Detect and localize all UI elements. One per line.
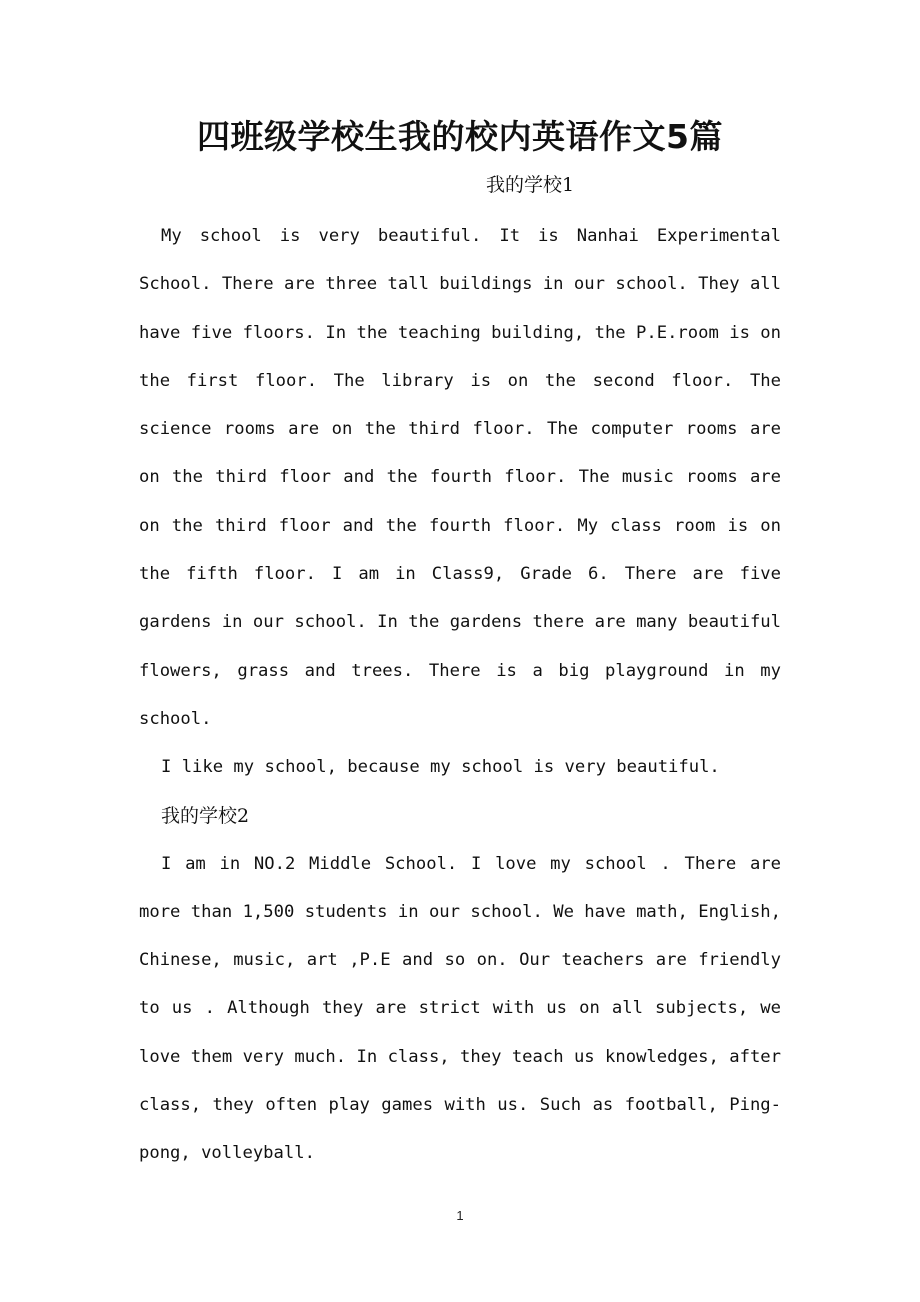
section2-heading: 我的学校2	[161, 804, 250, 827]
section1-paragraph-1: My school is very beautiful. It is Nanhai Experimental School. There are three tall buildings in our school. They all have five floors. In the teaching building, the P.E.room is on the first floor. The library is on the second floor. The science rooms are on the third floor. The computer rooms are on the third floor and the fourth floor. The music rooms are on the third floor and the fourth floor. My class room is on the fifth floor. I am in Class9, Grade 6. There are five gardens in our school. In the gardens there are many beautiful flowers, grass and trees. There is a big playground in my school.	[139, 226, 781, 729]
section1-paragraph-2: I like my school, because my school is very beautiful.	[161, 757, 720, 778]
document-title: 四班级学校生我的校内英语作文5篇	[197, 117, 723, 156]
section1-heading: 我的学校1	[486, 174, 575, 196]
page-number: 1	[456, 1208, 464, 1223]
section2-paragraph-1: I am in NO.2 Middle School. I love my school . There are more than 1,500 students in our school. We have math, English, Chinese, music, art ,P.E and so on. Our teachers are friendly to us . Although they are strict with us on all subjects, we love them very much. In class, they teach us knowledges, after class, they often play games with us. Such as football, Ping-pong, volleyball.	[139, 853, 781, 1164]
document-body	[139, 212, 781, 1178]
